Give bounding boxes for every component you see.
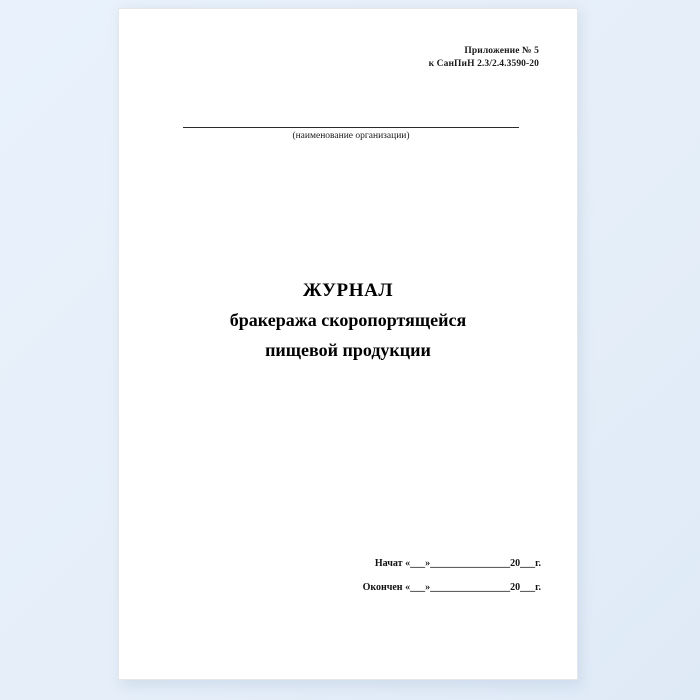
document-title <box>119 279 577 363</box>
title-subline-1: бракеража скоропортящейся <box>229 309 467 330</box>
page-title: ЖУРНАЛ <box>302 280 394 301</box>
organization-field <box>183 127 519 141</box>
organization-blank-line <box>183 127 519 128</box>
title-subline-2: пищевой продукции <box>265 339 431 360</box>
appendix-number: Приложение № 5 <box>464 46 539 56</box>
journal-period-fields <box>363 558 541 593</box>
finished-date-field: Окончен «___»________________20___г. <box>362 582 541 593</box>
document-page <box>118 8 578 680</box>
started-date-field: Начат «___»________________20___г. <box>374 558 541 569</box>
appendix-regulation: к СанПиН 2.3/2.4.3590-20 <box>428 58 539 69</box>
appendix-reference <box>429 45 539 71</box>
organization-caption: (наименование организации) <box>292 131 410 141</box>
